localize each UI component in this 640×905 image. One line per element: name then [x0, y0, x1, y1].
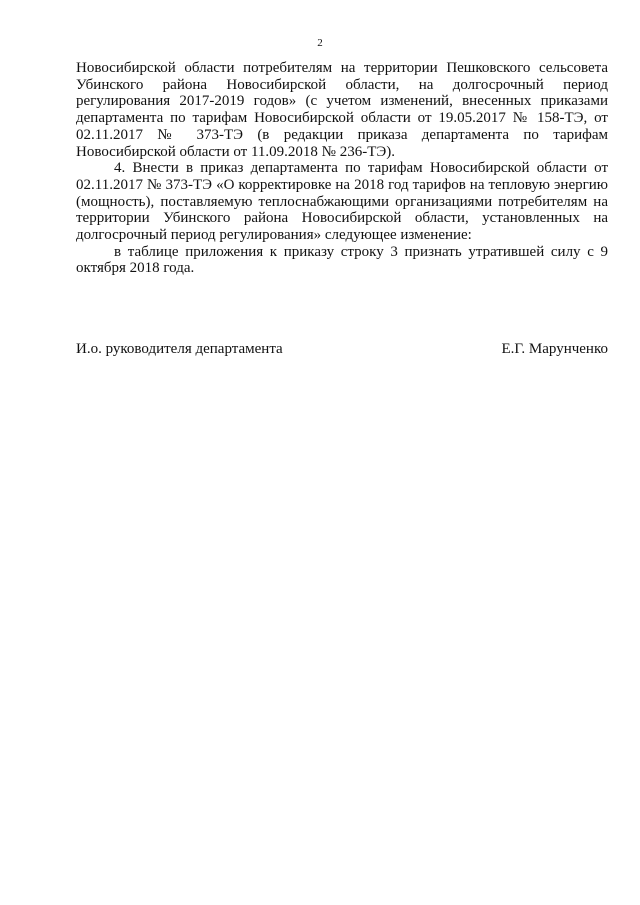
signatory-title: И.о. руководителя департамента: [76, 341, 283, 357]
paragraph-continuation: Новосибирской области потребителям на территории Пешковского сельсовета Убинского района Новосибирской области, на долгосрочный период регулирования 2017-2019 годов» (с учетом изменений, внесенных приказами департамента по тарифам Новосибирской области от 19.05.2017 № 158-ТЭ, от 02.11.2017 № 373-ТЭ (в редакции приказа департамента по тарифам Новосибирской области от 11.09.2018 № 236-ТЭ).: [76, 60, 608, 160]
page-number: 2: [317, 37, 323, 49]
signatory-name: Е.Г. Марунченко: [501, 341, 608, 357]
paragraph-item-4: 4. Внести в приказ департамента по тарифам Новосибирской области от 02.11.2017 № 373-ТЭ «О корректировке на 2018 год тарифов на тепловую энергию (мощность), поставляемую теплоснабжающими организациями потребителям на территории Убинского района Новосибирской области, установленных на долгосрочный период регулирования» следующее изменение:: [76, 160, 608, 244]
document-body: [76, 60, 608, 277]
paragraph-table-amendment: в таблице приложения к приказу строку 3 признать утратившей силу с 9 октября 2018 года.: [76, 243, 608, 277]
